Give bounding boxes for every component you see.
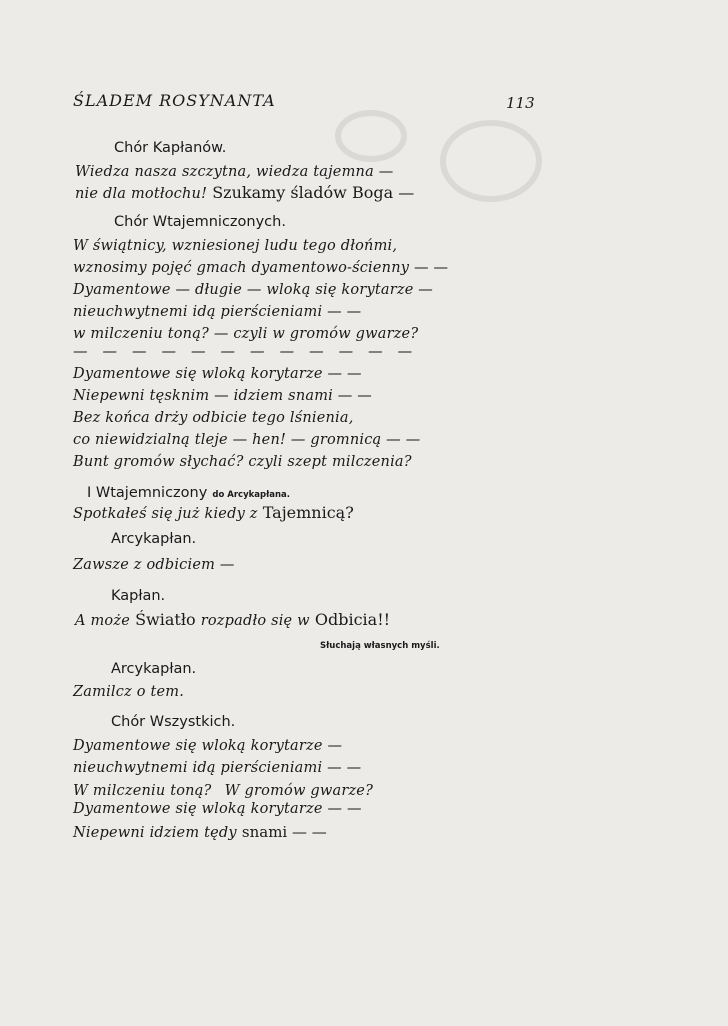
speaker-heading: Arcykapłan. <box>111 661 197 677</box>
verse-line: Bunt gromów słychać? czyli szept milczenia? <box>73 454 412 470</box>
verse-line: Dyamentowe się wloką korytarze — — <box>73 801 362 817</box>
speaker-name: I Wtajemniczony <box>87 485 208 501</box>
speaker-heading: Arcykapłan. <box>111 531 197 547</box>
speaker-heading: Chór Wtajemniczonych. <box>114 214 286 230</box>
verse-line: Niepewni tęsknim — idziem snami — — <box>73 388 373 404</box>
stage-direction: do Arcykapłana. <box>212 490 291 500</box>
verse-text: Niepewni idziem tędy <box>73 825 237 841</box>
verse-line: nieuchwytnemi idą pierścieniami — — <box>73 304 362 320</box>
verse-line: w milczeniu toną? — czyli w gromów gwarze? <box>73 326 419 342</box>
page-number: 113 <box>506 94 535 112</box>
verse-text: Szukamy śladów Boga — <box>212 183 415 202</box>
verse-text: W milczeniu toną? <box>73 783 212 799</box>
verse-text: W gromów gwarze? <box>224 783 374 799</box>
dash-separator: — — — — — — — — — — — — <box>73 344 413 360</box>
verse-text: rozpadło się w <box>200 613 310 629</box>
verse-line: Wiedza nasza szczytna, wiedza tajemna — <box>75 164 394 180</box>
verse-text: Spotkałeś się już kiedy z <box>73 506 258 522</box>
verse-line: W świątnicy, wzniesionej ludu tego dłońmi, <box>73 238 398 254</box>
verse-line <box>75 610 390 629</box>
running-title: ŚLADEM ROSYNANTA <box>73 91 276 110</box>
verse-line <box>73 780 373 799</box>
verse-line: Dyamentowe — długie — wloką się korytarze — <box>73 282 433 298</box>
verse-line <box>73 822 327 841</box>
verse-line: Zamilcz o tem. <box>73 684 185 700</box>
verse-line: Zawsze z odbiciem — <box>73 557 235 573</box>
speaker-heading <box>87 482 290 501</box>
verse-line: Bez końca drży odbicie tego lśnienia, <box>73 410 354 426</box>
speaker-heading: Chór Kapłanów. <box>114 140 227 156</box>
verse-text: Odbicia!! <box>314 610 391 629</box>
verse-text: Światło <box>135 610 196 629</box>
verse-line: wznosimy pojęć gmach dyamentowo-ścienny — — <box>73 260 449 276</box>
speaker-heading: Kapłan. <box>111 588 166 604</box>
stage-direction: Słuchają własnych myśli. <box>320 641 440 651</box>
speaker-heading: Chór Wszystkich. <box>111 714 236 730</box>
verse-line: nieuchwytnemi idą pierścieniami — — <box>73 760 362 776</box>
bleed-through-ornament <box>335 110 407 162</box>
verse-line: Dyamentowe się wloką korytarze — <box>73 738 343 754</box>
verse-line <box>75 183 414 202</box>
verse-text: snami — — <box>241 823 327 841</box>
verse-text: nie dla motłochu! <box>75 186 208 202</box>
verse-text: Tajemnicą? <box>262 503 354 522</box>
verse-line <box>73 503 354 522</box>
verse-text: A może <box>75 613 130 629</box>
bleed-through-ornament <box>440 120 542 202</box>
verse-line: co niewidzialną tleje — hen! — gromnicą — — <box>73 432 421 448</box>
verse-line: Dyamentowe się wloką korytarze — — <box>73 366 362 382</box>
